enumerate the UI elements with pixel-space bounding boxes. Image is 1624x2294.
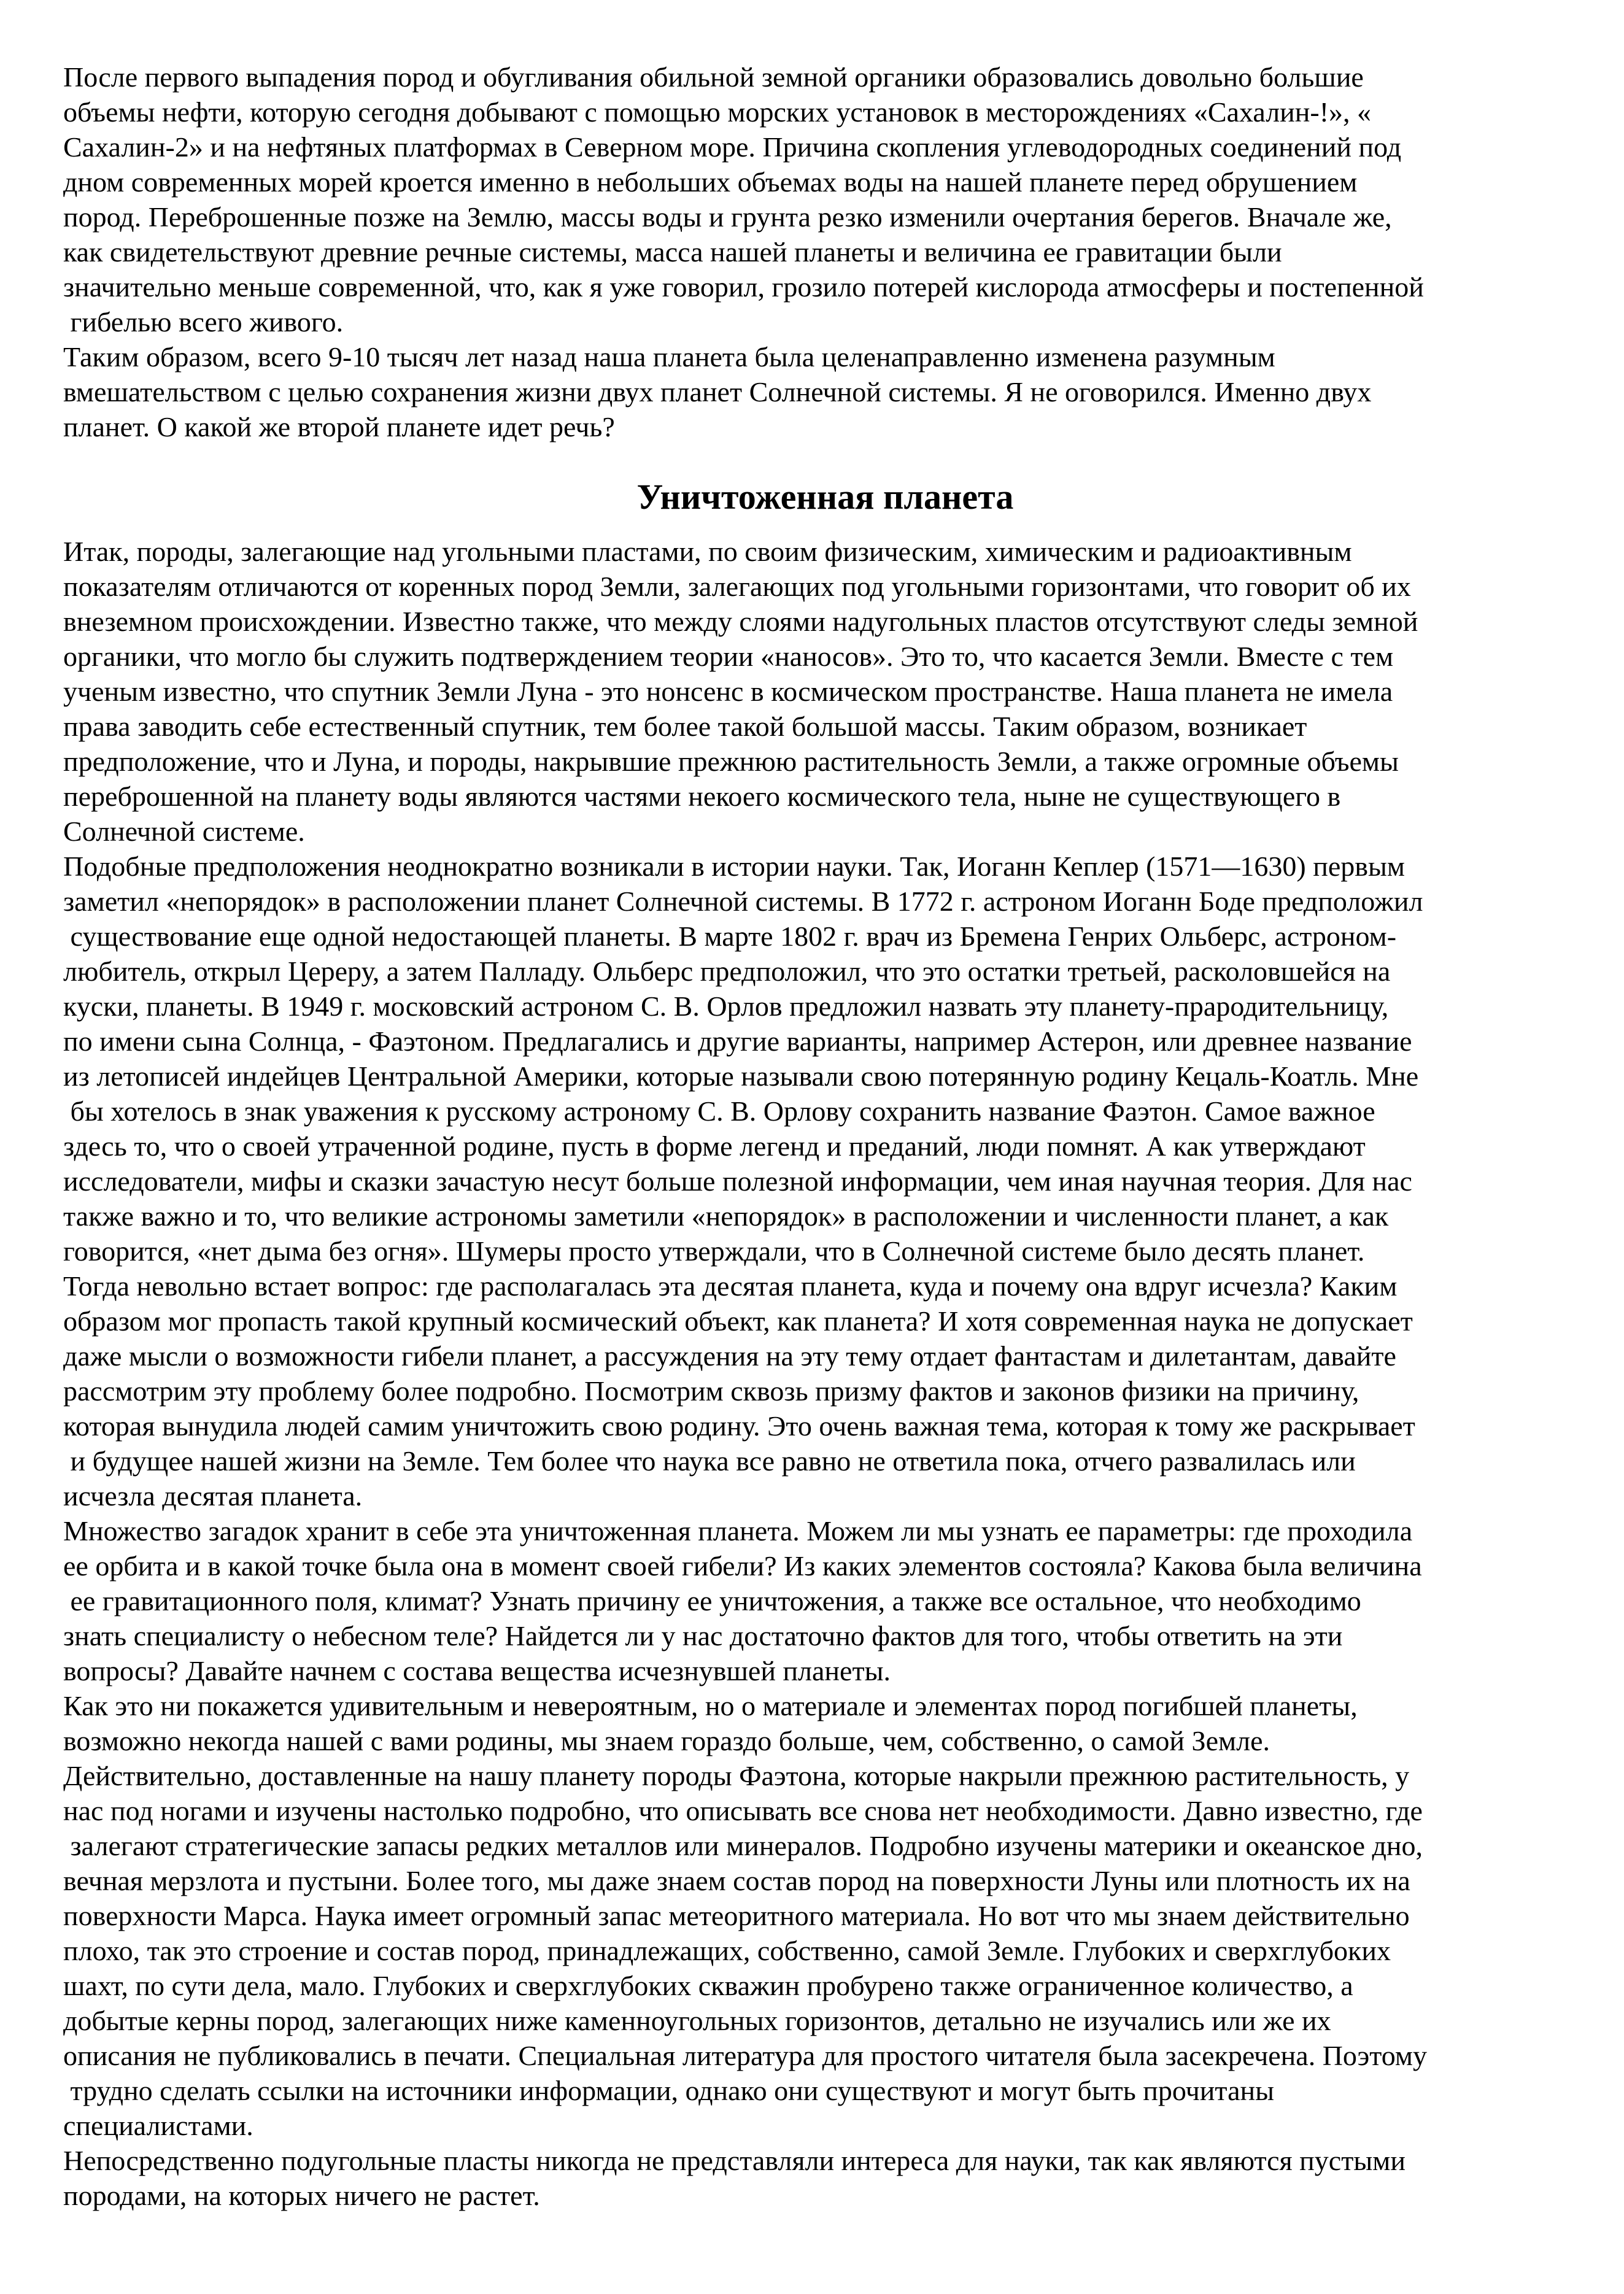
text-line: поверхности Марса. Наука имеет огромный запас метеоритного материала. Но вот что мы знаем действительно: [63, 1900, 1410, 1931]
text-line: нас под ногами и изучены настолько подробно, что описывать все снова нет необходимости. Давно известно, где: [63, 1795, 1423, 1826]
text-line: и будущее нашей жизни на Земле. Тем более что наука все равно не ответила пока, отчего развалилась или: [63, 1445, 1356, 1477]
text-line: предположение, что и Луна, и породы, накрывшие прежнюю растительность Земли, а также огромные объемы: [63, 746, 1399, 777]
text-line: описания не публиковались в печати. Специальная литература для простого читателя была засекречена. Поэтому: [63, 2040, 1427, 2071]
text-line: вопросы? Давайте начнем с состава вещества исчезнувшей планеты.: [63, 1655, 891, 1686]
text-line: вечная мерзлота и пустыни. Более того, мы даже знаем состав пород на поверхности Луны или плотность их на: [63, 1865, 1410, 1896]
text-line: знать специалисту о небесном теле? Найдется ли у нас достаточно фактов для того, чтобы ответить на эти: [63, 1620, 1343, 1651]
text-line: вмешательством с целью сохранения жизни двух планет Солнечной системы. Я не оговорился. Именно двух: [63, 376, 1372, 407]
paragraph: [63, 849, 1587, 1513]
text-line: бы хотелось в знак уважения к русскому астроному С. В. Орлову сохранить название Фаэтон. Самое важное: [63, 1095, 1375, 1127]
text-line: Тогда невольно встает вопрос: где располагалась эта десятая планета, куда и почему она вдруг исчезла? Каким: [63, 1270, 1398, 1302]
paragraph: [63, 2143, 1587, 2213]
paragraph: [63, 1758, 1587, 2143]
text-line: исчезла десятая планета.: [63, 1480, 363, 1512]
text-line: внеземном происхождении. Известно также, что между слоями надугольных пластов отсутствуют следы земной: [63, 606, 1418, 637]
text-line: трудно сделать ссылки на источники информации, однако они существуют и могут быть прочитаны: [63, 2075, 1275, 2106]
text-line: После первого выпадения пород и обугливания обильной земной органики образовались довольно большие: [63, 61, 1364, 93]
text-line: куски, планеты. В 1949 г. московский астроном С. В. Орлов предложил назвать эту планету-прародительницу,: [63, 991, 1389, 1022]
text-line: объемы нефти, которую сегодня добывают с помощью морских установок в месторождениях «Сахалин-!», «: [63, 96, 1372, 128]
text-line: ее гравитационного поля, климат? Узнать причину ее уничтожения, а также все остальное, что необходимо: [63, 1585, 1361, 1616]
text-line: говорится, «нет дыма без огня». Шумеры просто утверждали, что в Солнечной системе было десять планет.: [63, 1235, 1365, 1267]
text-line: плохо, так это строение и состав пород, принадлежащих, собственно, самой Земле. Глубоких и сверхглубоких: [63, 1935, 1391, 1966]
text-line: ее орбита и в какой точке была она в момент своей гибели? Из каких элементов состояла? Какова была величина: [63, 1550, 1422, 1581]
paragraph: [63, 1688, 1587, 1758]
section-heading: Уничтоженная планета: [636, 477, 1014, 517]
text-line: любитель, открыл Цереру, а затем Палладу. Ольберс предположил, что это остатки третьей, расколовшейся на: [63, 956, 1391, 987]
text-line: Солнечной системе.: [63, 816, 305, 847]
text-line: Непосредственно подугольные пласты никогда не представляли интереса для науки, так как являются пустыми: [63, 2145, 1406, 2176]
paragraph: [63, 534, 1587, 849]
text-line: права заводить себе естественный спутник, тем более такой большой массы. Таким образом, возникает: [63, 711, 1307, 742]
text-line: Действительно, доставленные на нашу планету породы Фаэтона, которые накрыли прежнюю растительность, у: [63, 1760, 1410, 1791]
text-line: добытые керны пород, залегающих ниже каменноугольных горизонтов, детально не изучались или же их: [63, 2005, 1331, 2036]
text-line: специалистами.: [63, 2110, 253, 2141]
text-line: образом мог пропасть такой крупный космический объект, как планета? И хотя современная наука не допускает: [63, 1305, 1413, 1337]
text-line: дном современных морей кроется именно в небольших объемах воды на нашей планете перед обрушением: [63, 166, 1358, 198]
text-line: ученым известно, что спутник Земли Луна - это нонсенс в космическом пространстве. Наша планета не имела: [63, 676, 1393, 707]
text-line: существование еще одной недостающей планеты. В марте 1802 г. врач из Бремена Генрих Ольберс, астроном-: [63, 921, 1397, 952]
text-line: по имени сына Солнца, - Фаэтоном. Предлагались и другие варианты, например Астерон, или древнее название: [63, 1025, 1412, 1057]
text-line: Итак, породы, залегающие над угольными пластами, по своим физическим, химическим и радиоактивным: [63, 536, 1352, 567]
text-line: здесь то, что о своей утраченной родине, пусть в форме легенд и преданий, люди помнят. А как утверждают: [63, 1130, 1366, 1162]
text-line: как свидетельствуют древние речные системы, масса нашей планеты и величина ее гравитации были: [63, 236, 1282, 268]
text-line: Множество загадок хранит в себе эта уничтоженная планета. Можем ли мы узнать ее параметры: где проходила: [63, 1515, 1413, 1547]
text-line: Как это ни покажется удивительным и невероятным, но о материале и элементах пород погибшей планеты,: [63, 1690, 1358, 1721]
text-line: показателям отличаются от коренных пород Земли, залегающих под угольными горизонтами, что говорит об их: [63, 571, 1411, 602]
text-line: которая вынудила людей самим уничтожить свою родину. Это очень важная тема, которая к тому же раскрывает: [63, 1410, 1415, 1442]
text-line: заметил «непорядок» в расположении планет Солнечной системы. В 1772 г. астроном Иоганн Боде предположил: [63, 886, 1423, 917]
text-line: из летописей индейцев Центральной Америки, которые называли свою потерянную родину Кецаль-Коатль. Мне: [63, 1060, 1419, 1092]
text-line: исследователи, мифы и сказки зачастую несут больше полезной информации, чем иная научная теория. Для нас: [63, 1165, 1412, 1197]
text-line: переброшенной на планету воды являются частями некоего космического тела, ныне не существующего в: [63, 781, 1341, 812]
text-line: гибелью всего живого.: [63, 306, 344, 338]
text-line: Сахалин-2» и на нефтяных платформах в Северном море. Причина скопления углеводородных соединений под: [63, 131, 1402, 163]
text-line: Таким образом, всего 9-10 тысяч лет назад наша планета была целенаправленно изменена разумным: [63, 341, 1275, 373]
paragraph: [63, 60, 1587, 339]
text-line: породами, на которых ничего не растет.: [63, 2180, 540, 2211]
text-line: залегают стратегические запасы редких металлов или минералов. Подробно изучены материки и океанское дно,: [63, 1830, 1423, 1861]
paragraph: [63, 1513, 1587, 1688]
text-line: значительно меньше современной, что, как я уже говорил, грозило потерей кислорода атмосферы и постепенной: [63, 271, 1424, 303]
text-line: возможно некогда нашей с вами родины, мы знаем гораздо больше, чем, собственно, о самой Земле.: [63, 1725, 1270, 1756]
text-line: планет. О какой же второй планете идет речь?: [63, 411, 615, 442]
text-line: рассмотрим эту проблему более подробно. Посмотрим сквозь призму фактов и законов физики на причину,: [63, 1375, 1359, 1407]
text-line: органики, что могло бы служить подтверждением теории «наносов». Это то, что касается Земли. Вместе с тем: [63, 641, 1394, 672]
paragraph: [63, 339, 1587, 444]
text-line: даже мысли о возможности гибели планет, а рассуждения на эту тему отдает фантастам и дилетантам, давайте: [63, 1340, 1396, 1372]
text-line: также важно и то, что великие астрономы заметили «непорядок» в расположении и численности планет, а как: [63, 1200, 1389, 1232]
text-line: шахт, по сути дела, мало. Глубоких и сверхглубоких скважин пробурено также ограниченное количество, а: [63, 1970, 1353, 2001]
text-line: Подобные предположения неоднократно возникали в истории науки. Так, Иоганн Кеплер (1571—1630) первым: [63, 851, 1406, 882]
text-line: пород. Переброшенные позже на Землю, массы воды и грунта резко изменили очертания берегов. Вначале же,: [63, 201, 1392, 233]
